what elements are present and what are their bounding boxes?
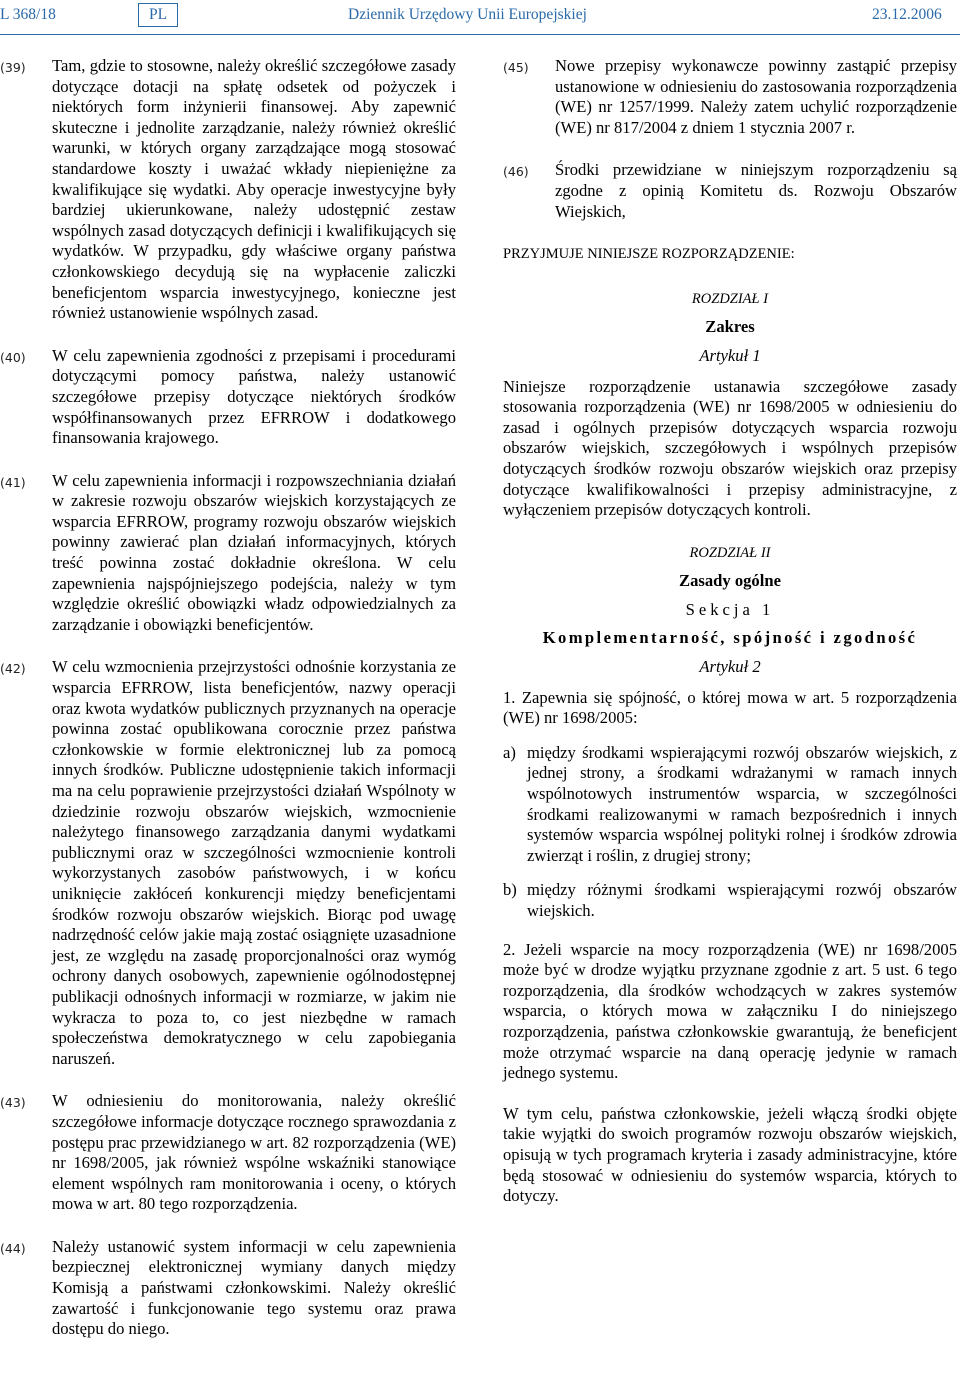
recital-number: (41)	[0, 474, 26, 490]
right-column	[503, 56, 957, 1207]
recital-text: W odniesieniu do monitorowania, należy określić szczegółowe informacje dotyczące rocznego sprawozdania z postępu prac przewidzianego w art. 82 rozporządzenia (WE) nr 1698/2005, jak również wspólne wskaźniki stanowiące element wspólnych ram monitorowania i oceny, o których mowa w art. 80 tego rozporządzenia.	[52, 1091, 456, 1214]
article-2-item-a	[503, 743, 957, 867]
article-2-paragraph-1: 1. Zapewnia się spójność, o której mowa w art. 5 rozporządzenia (WE) nr 1698/2005:	[503, 687, 957, 728]
chapter-2-title: Zasady ogólne	[679, 571, 781, 591]
recital-40	[0, 346, 456, 449]
section-1-title: Komplementarność, spójność i zgodność	[542, 628, 918, 648]
recital-text: W celu zapewnienia informacji i rozpowszechniania działań w zakresie rozwoju obszarów wiejskich korzystających ze wsparcia EFRROW, programy rozwoju obszarów wiejskich powinny zawierać plan działań informacyjnych, których treść powinna zostać dokładnie określona. W celu zapewnienia najspójniejszego podejścia, należy w tym względzie określić obowiązki władz odpowiedzialnych za zarządzanie i obowiązki beneficjentów.	[52, 470, 456, 634]
journal-title: Dziennik Urzędowy Unii Europejskiej	[348, 6, 587, 23]
publication-date: 23.12.2006	[872, 6, 942, 23]
recital-46	[503, 160, 957, 222]
recital-text: Środki przewidziane w niniejszym rozporządzeniu są zgodne z opinią Komitetu ds. Rozwoju Obszarów Wiejskich,	[555, 160, 957, 221]
recital-text: W celu zapewnienia zgodności z przepisami i procedurami dotyczącymi pomocy państwa, należy ustanowić szczegółowe przepisy dotyczące niektórych środków współfinansowanych przez EFRROW i dodatkowego finansowania krajowego.	[52, 345, 456, 448]
recital-43	[0, 1091, 456, 1215]
article-2-paragraph-3: W tym celu, państwa członkowskie, jeżeli włączą środki objęte takie wyjątki do swoich programów rozwoju obszarów wiejskich, opisują w tych programach kryteria i zasady administracyjne, które będą stosować w odniesieniu do systemów wsparcia, których to dotyczy.	[503, 1103, 957, 1206]
recital-number: (45)	[503, 60, 529, 75]
chapter-1-label: ROZDZIAŁ I	[691, 290, 769, 307]
chapter-2-label: ROZDZIAŁ II	[689, 544, 771, 561]
recital-number: (40)	[0, 349, 26, 365]
adoption-formula: PRZYJMUJE NINIEJSZE ROZPORZĄDZENIE:	[503, 246, 795, 263]
chapter-1-title: Zakres	[705, 317, 755, 337]
item-text: między różnymi środkami wspierającymi rozwój obszarów wiejskich.	[527, 880, 957, 920]
recital-number: (46)	[503, 164, 529, 180]
left-column	[0, 56, 456, 1340]
item-label: a)	[503, 742, 516, 762]
language-badge: PL	[138, 3, 178, 27]
article-1-heading: Artykuł 1	[699, 345, 761, 365]
item-label: b)	[503, 880, 517, 900]
section-1-label: Sekcja 1	[685, 599, 775, 619]
journal-series-ref: L 368/18	[0, 6, 56, 23]
article-1-text: Niniejsze rozporządzenie ustanawia szczegółowe zasady stosowania rozporządzenia (WE) nr 1698/2005 w odniesieniu do zasad i ogólnych przepisów dotyczących wsparcia rozwoju obszarów wiejskich, szczegółowych i wspólnych przepisów dotyczących środków rozwoju obszarów wiejskich oraz przepisy dotyczące kwalifikowalności i przepisy administracyjne, z wyłączeniem przepisów dotyczących kontroli.	[503, 376, 957, 520]
recital-number: (42)	[0, 661, 26, 677]
recital-text: W celu wzmocnienia przejrzystości odnośnie korzystania ze wsparcia EFRROW, lista beneficjentów, nazwy operacji oraz kwota wydatków publicznych przyznanych na operacje powinna zostać opublikowana corocznie przez państwa członkowskie w formie elektronicznej lub za pomocą innych środków. Publiczne udostępnienie takich informacji ma na celu poprawienie przejrzystości działań Wspólnoty w dziedzinie rozwoju obszarów wiejskich, wzmocnienie należytego finansowego zarządzania danymi wydatkami publicznymi oraz w szczególności wzmocnienie kontroli wykorzystanych zasobów państwowych, i w końcu uniknięcie zakłóceń konkurencji między beneficjentami środków rozwoju obszarów wiejskich. Biorąc pod uwagę nadrzędność celów jakie mają zostać osiągnięte uzasadnione jest, ze względu na zasadę proporcjonalności oraz wymóg ochrony danych osobowych, zapewnienie ogólnodostępnej publikacji odnośnych informacji w rozmiarze, w jakim nie wykracza to poza to, co jest niezbędne w ramach społeczeństwa demokratycznego w celu zapobiegania naruszeń.	[52, 657, 456, 1068]
article-2-item-b	[503, 880, 957, 921]
recital-44	[0, 1237, 456, 1340]
recital-number: (44)	[0, 1240, 26, 1256]
page-header	[0, 0, 960, 34]
recital-41	[0, 471, 456, 636]
recital-number: (43)	[0, 1095, 26, 1111]
header-rule	[0, 34, 960, 35]
recital-text: Należy ustanowić system informacji w celu zapewnienia bezpiecznej elektronicznej wymiany danych między Komisją a państwami członkowskimi. Należy określić zawartość i funkcjonowanie tego systemu oraz prawa dostępu do niego.	[52, 1236, 456, 1339]
recital-text: Nowe przepisy wykonawcze powinny zastąpić przepisy ustanowione w odniesieniu do zastosowania rozporządzenia (WE) nr 1257/1999. Należy zatem uchylić rozporządzenie (WE) nr 817/2004 z dniem 1 stycznia 2007 r.	[555, 56, 957, 137]
article-2-paragraph-2: 2. Jeżeli wsparcie na mocy rozporządzenia (WE) nr 1698/2005 może być w drodze wyjątku przyznane zgodnie z art. 5 ust. 6 tego rozporządzenia, dla środków wchodzących w zakres systemów wsparcia, o których mowa w załączniku I do niniejszego rozporządzenia, państwa członkowskie gwarantują, że beneficjent może otrzymać wsparcie na daną operację jedynie w ramach jednego systemu.	[503, 939, 957, 1083]
recital-text: Tam, gdzie to stosowne, należy określić szczegółowe zasady dotyczące dotacji na spłatę odsetek od pożyczek i niektórych form inżynierii finansowej. Aby zapewnić skuteczne i jednolite zarządzanie, należy również określić warunki, w których organy zarządzające mogą stosować standardowe koszty i uważać wkłady niepieniężne za kwalifikujące się wydatki. Aby operacje inwestycyjne były bardziej ukierunkowane, należy udostępnić zestaw wspólnych zasad dotyczących definicji i kwalifikujących się wydatków. W przypadku, gdy właściwe organy państwa członkowskiego decydują się na wypłacenie zaliczki beneficjentom wsparcia inwestycyjnego, konieczne jest również ustanowienie wspólnych zasad.	[52, 56, 456, 323]
recital-number: (39)	[0, 60, 26, 75]
recital-42	[0, 657, 456, 1069]
recital-45	[503, 56, 957, 138]
item-text: między środkami wspierającymi rozwój obszarów wiejskich, z jednej strony, a środkami wdrażanymi w ramach innych wspólnotowych instrumentów wsparcia, w szczególności środkami realizowanymi w ramach bezpośrednich i innych systemów wsparcia wspólnej polityki rolnej i środków zdrowia zwierząt i roślin, z drugiej strony;	[527, 742, 957, 865]
recital-39	[0, 56, 456, 324]
article-2-heading: Artykuł 2	[699, 657, 761, 677]
